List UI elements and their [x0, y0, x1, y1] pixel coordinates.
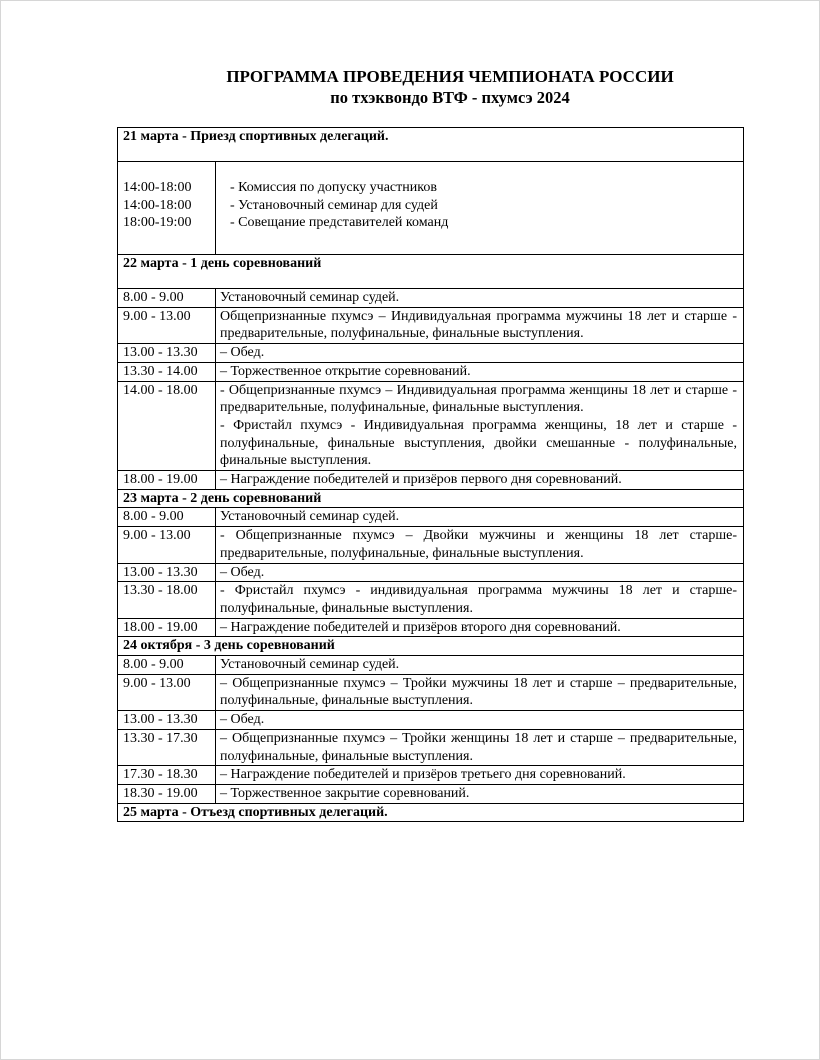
- schedule-row: [118, 307, 744, 343]
- schedule-row: [118, 618, 744, 637]
- day-header-3: [118, 637, 744, 656]
- schedule-row: [118, 362, 744, 381]
- event-cell: – Общепризнанные пхумсэ – Тройки женщины 18 лет и старше – предварительные, полуфинальные, финальные выступления.: [216, 729, 744, 765]
- time-cell: 13.30 - 17.30: [118, 729, 216, 765]
- time-cell: 9.00 - 13.00: [118, 307, 216, 343]
- event-text: - Фристайл пхумсэ - Индивидуальная программа женщины, 18 лет и старше - полуфинальные, финальные выступления, двойки смешанные - полуфинальные, финальные выступления.: [220, 417, 737, 469]
- event-cell: – Обед.: [216, 711, 744, 730]
- time-cell: 13.30 - 18.00: [118, 582, 216, 618]
- time-cell: 13.00 - 13.30: [118, 711, 216, 730]
- schedule-row: [118, 471, 744, 490]
- schedule-row: [118, 711, 744, 730]
- day-header-text: 24 октября - 3 день соревнований: [118, 637, 744, 656]
- time-text: 14:00-18:00: [123, 197, 192, 213]
- event-cell: [216, 162, 744, 255]
- schedule-row: [118, 527, 744, 563]
- time-cell: 14.00 - 18.00: [118, 381, 216, 471]
- event-text: - Совещание представителей команд: [230, 215, 449, 231]
- day-header-text: 22 марта - 1 день соревнований: [118, 255, 744, 289]
- schedule-row: [118, 784, 744, 803]
- schedule-row: [118, 766, 744, 785]
- event-cell: Установочный семинар судей.: [216, 508, 744, 527]
- document-subtitle: по тхэквондо ВТФ - пхумсэ 2024: [330, 88, 570, 107]
- time-cell: 17.30 - 18.30: [118, 766, 216, 785]
- event-cell: – Награждение победителей и призёров второго дня соревнований.: [216, 618, 744, 637]
- document-title: ПРОГРАММА ПРОВЕДЕНИЯ ЧЕМПИОНАТА РОССИИ: [226, 67, 674, 86]
- day-header-2: [118, 489, 744, 508]
- time-cell: 8.00 - 9.00: [118, 289, 216, 308]
- schedule-row: [118, 381, 744, 471]
- event-text: - Комиссия по допуску участников: [230, 180, 437, 195]
- day-header-text: 21 марта - Приезд спортивных делегаций.: [118, 128, 744, 162]
- time-cell: 13.00 - 13.30: [118, 563, 216, 582]
- event-cell: - Фристайл пхумсэ - индивидуальная программа мужчины 18 лет и старше-полуфинальные, финальные выступления.: [216, 582, 744, 618]
- event-cell: Установочный семинар судей.: [216, 289, 744, 308]
- schedule-row: [118, 582, 744, 618]
- day-header-text: 23 марта - 2 день соревнований: [118, 489, 744, 508]
- day-header-departure: [118, 803, 744, 822]
- time-cell: 13.30 - 14.00: [118, 362, 216, 381]
- event-cell: – Общепризнанные пхумсэ – Тройки мужчины 18 лет и старше – предварительные, полуфинальные, финальные выступления.: [216, 674, 744, 710]
- event-cell: Общепризнанные пхумсэ – Индивидуальная программа мужчины 18 лет и старше - предварительные, полуфинальные, финальные выступления.: [216, 307, 744, 343]
- event-cell: Установочный семинар судей.: [216, 656, 744, 675]
- event-cell: - Общепризнанные пхумсэ – Двойки мужчины и женщины 18 лет старше-предварительные, полуфинальные, финальные выступления.: [216, 527, 744, 563]
- event-text: - Общепризнанные пхумсэ – Индивидуальная программа женщины 18 лет и старше - предварительные, полуфинальные, финальные выступления.: [220, 382, 737, 416]
- time-text: 14:00-18:00: [123, 180, 192, 195]
- time-cell: 18.00 - 19.00: [118, 618, 216, 637]
- day-header-1: [118, 255, 744, 289]
- time-cell: 8.00 - 9.00: [118, 508, 216, 527]
- schedule-row: [118, 729, 744, 765]
- schedule-row: [118, 162, 744, 255]
- time-text: 18:00-19:00: [123, 215, 192, 231]
- event-cell: – Торжественное открытие соревнований.: [216, 362, 744, 381]
- event-cell: – Обед.: [216, 563, 744, 582]
- event-cell: – Награждение победителей и призёров третьего дня соревнований.: [216, 766, 744, 785]
- time-cell: 18.30 - 19.00: [118, 784, 216, 803]
- event-cell: – Обед.: [216, 344, 744, 363]
- schedule-row: [118, 563, 744, 582]
- time-cell: 8.00 - 9.00: [118, 656, 216, 675]
- schedule-row: [118, 344, 744, 363]
- schedule-table: [117, 127, 744, 822]
- schedule-row: [118, 656, 744, 675]
- time-cell: 9.00 - 13.00: [118, 674, 216, 710]
- time-cell: 9.00 - 13.00: [118, 527, 216, 563]
- schedule-row: [118, 289, 744, 308]
- event-cell: [216, 381, 744, 471]
- event-cell: – Награждение победителей и призёров первого дня соревнований.: [216, 471, 744, 490]
- schedule-row: [118, 508, 744, 527]
- time-cell: 13.00 - 13.30: [118, 344, 216, 363]
- day-header-text: 25 марта - Отъезд спортивных делегаций.: [118, 803, 744, 822]
- time-cell: [118, 162, 216, 255]
- event-text: - Установочный семинар для судей: [230, 197, 438, 213]
- time-cell: 18.00 - 19.00: [118, 471, 216, 490]
- event-cell: – Торжественное закрытие соревнований.: [216, 784, 744, 803]
- day-header-arrival: [118, 128, 744, 162]
- schedule-row: [118, 674, 744, 710]
